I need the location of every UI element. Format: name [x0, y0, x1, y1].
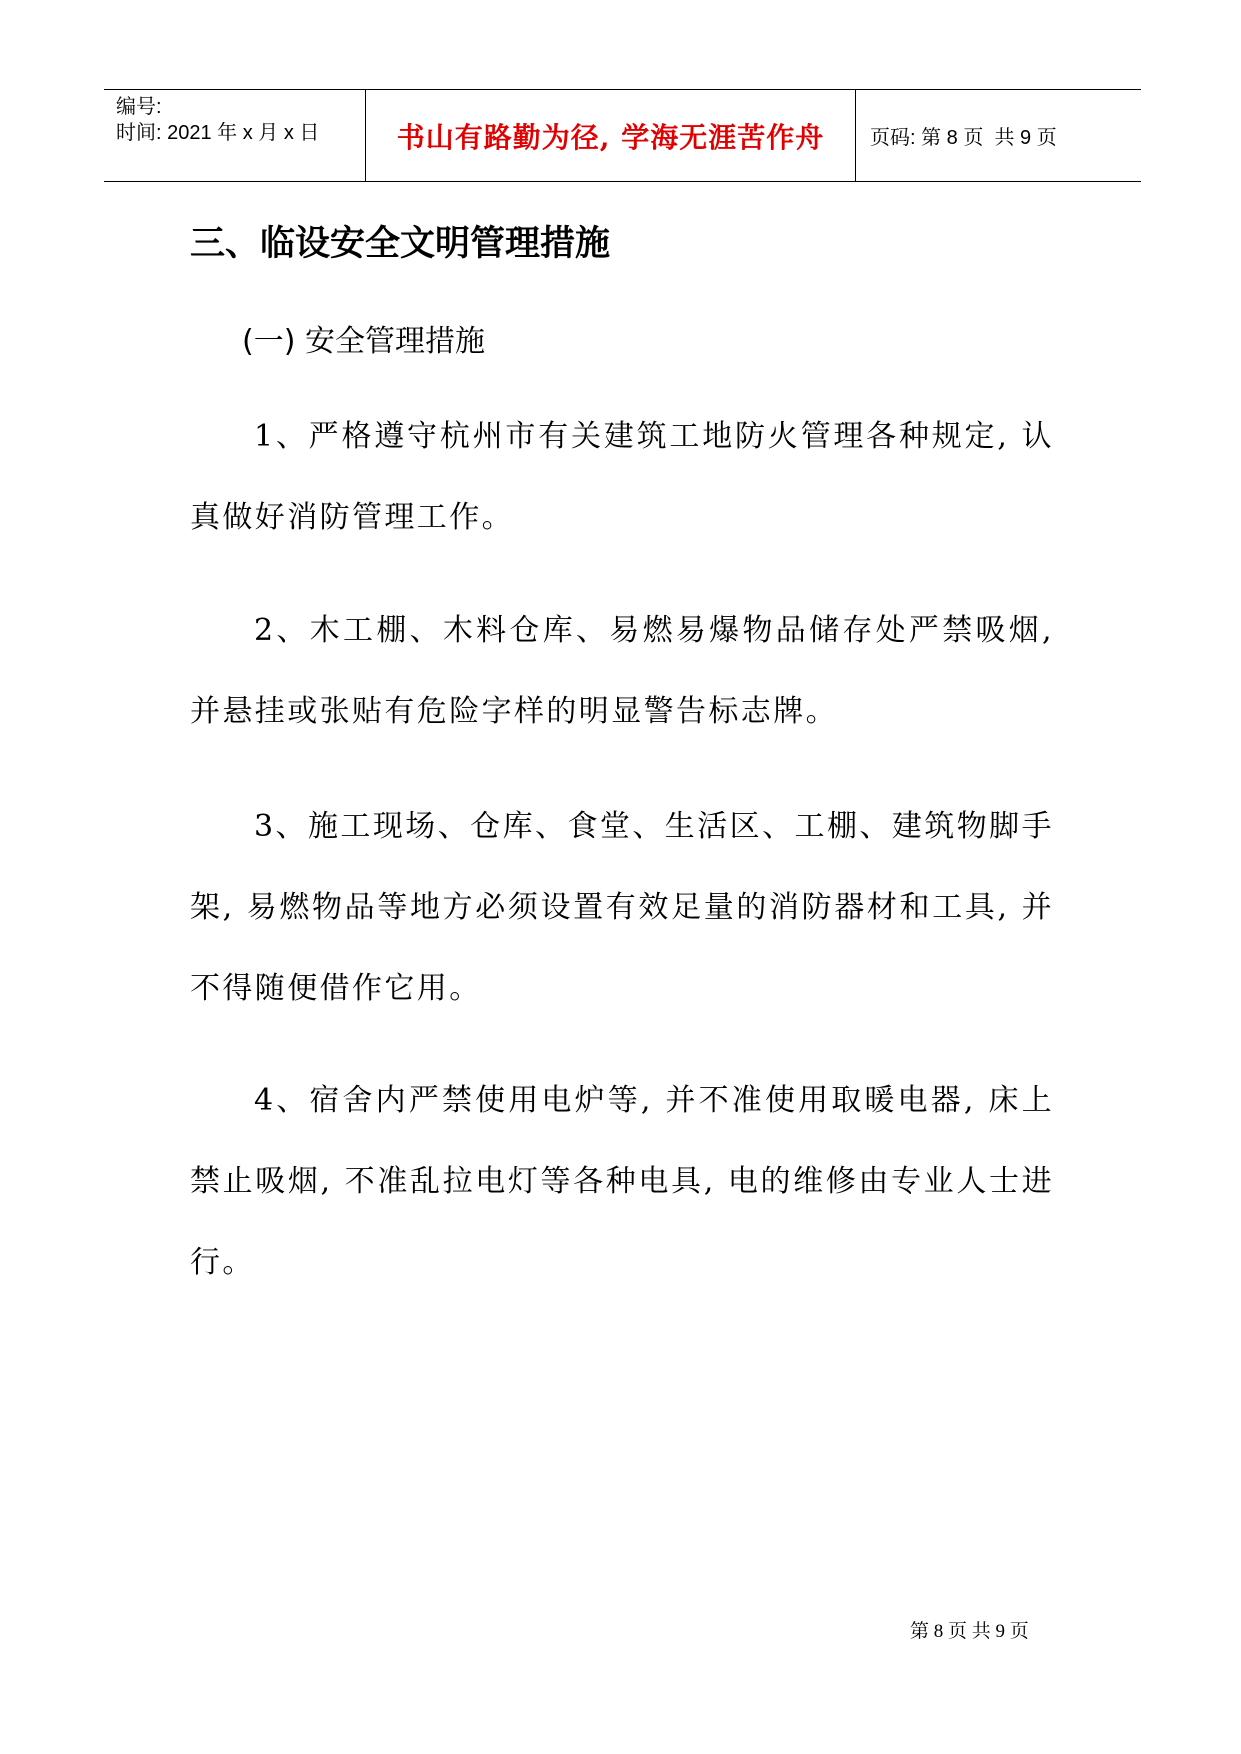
section-title: 三、临设安全文明管理措施 — [190, 224, 611, 264]
paragraph-4: 4、宿舍内严禁使用电炉等, 并不准使用取暖电器, 床上禁止吸烟, 不准乱拉电灯等各种电具, 电的维修由专业人士进行。 — [190, 1083, 1054, 1280]
document-header — [104, 89, 1141, 182]
time-label: 时间: 2021 年 x 月 x 日 — [116, 122, 320, 144]
paragraph-3: 3、施工现场、仓库、食堂、生活区、工棚、建筑物脚手架, 易燃物品等地方必须设置有效足量的消防器材和工具, 并不得随便借作它用。 — [190, 809, 1054, 1006]
number-label: 编号: — [116, 96, 162, 118]
subsection-title: (一) 安全管理措施 — [242, 324, 485, 359]
paragraph-2: 2、木工棚、木料仓库、易燃易爆物品储存处严禁吸烟, 并悬挂或张贴有危险字样的明显警告标志牌。 — [190, 613, 1054, 729]
paragraph-1: 1、严格遵守杭州市有关建筑工地防火管理各种规定, 认真做好消防管理工作。 — [190, 419, 1054, 535]
header-info-cell — [104, 90, 366, 181]
header-page-number: 页码: 第 8 页 共 9 页 — [870, 127, 1057, 149]
footer-page-number: 第 8 页 共 9 页 — [910, 1621, 1029, 1642]
header-motto: 书山有路勤为径, 学海无涯苦作舟 — [366, 90, 856, 181]
